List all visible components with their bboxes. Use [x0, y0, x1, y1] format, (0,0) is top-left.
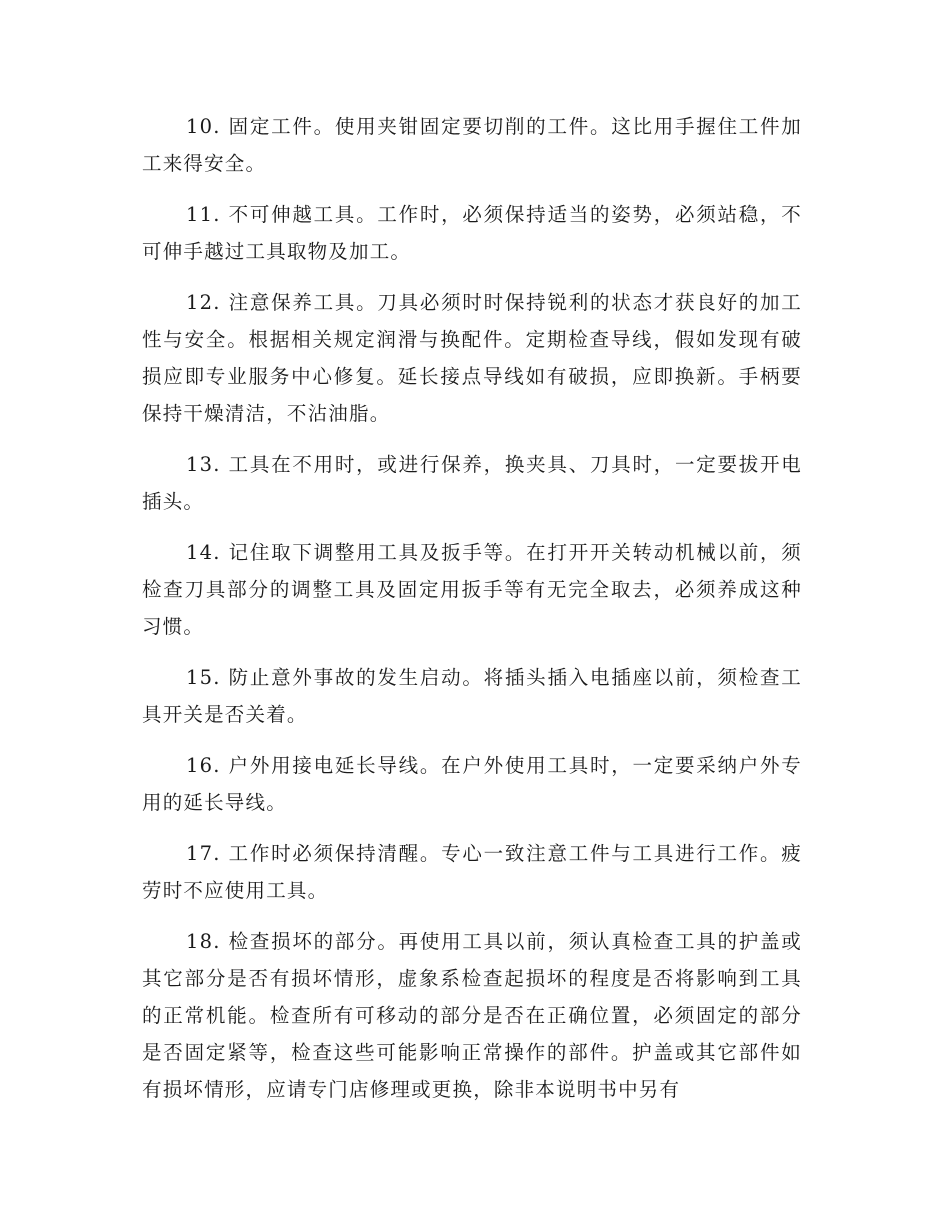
paragraph-15: 15. 防止意外事故的发生启动。将插头插入电插座以前，须检查工具开关是否关着。 [142, 666, 802, 726]
document-body [142, 108, 802, 1122]
paragraph-18: 18. 检查损坏的部分。再使用工具以前，须认真检查工具的护盖或其它部分是否有损坏情形，虚象系检查起损坏的程度是否将影响到工具的正常机能。检查所有可移动的部分是否在正确位置，必须固定的部分是否固定紧等，检查这些可能影响正常操作的部件。护盖或其它部件如有损坏情形，应请专门店修理或更换，除非本说明书中另有 [142, 930, 802, 1101]
paragraph-16: 16. 户外用接电延长导线。在户外使用工具时，一定要采纳户外专用的延长导线。 [142, 754, 802, 814]
paragraph-10: 10. 固定工件。使用夹钳固定要切削的工件。这比用手握住工件加工来得安全。 [142, 115, 802, 175]
paragraph-17: 17. 工作时必须保持清醒。专心一致注意工件与工具进行工作。疲劳时不应使用工具。 [142, 842, 802, 902]
paragraph-11: 11. 不可伸越工具。工作时，必须保持适当的姿势，必须站稳，不可伸手越过工具取物及加工。 [142, 203, 802, 263]
paragraph-14: 14. 记住取下调整用工具及扳手等。在打开开关转动机械以前，须检查刀具部分的调整工具及固定用扳手等有无完全取去，必须养成这种习惯。 [142, 541, 802, 638]
paragraph-12: 12. 注意保养工具。刀具必须时时保持锐利的状态才获良好的加工性与安全。根据相关规定润滑与换配件。定期检查导线，假如发现有破损应即专业服务中心修复。延长接点导线如有破损，应即换新。手柄要保持干燥清洁，不沾油脂。 [142, 291, 802, 425]
paragraph-13: 13. 工具在不用时，或进行保养，换夹具、刀具时，一定要拔开电插头。 [142, 453, 802, 513]
